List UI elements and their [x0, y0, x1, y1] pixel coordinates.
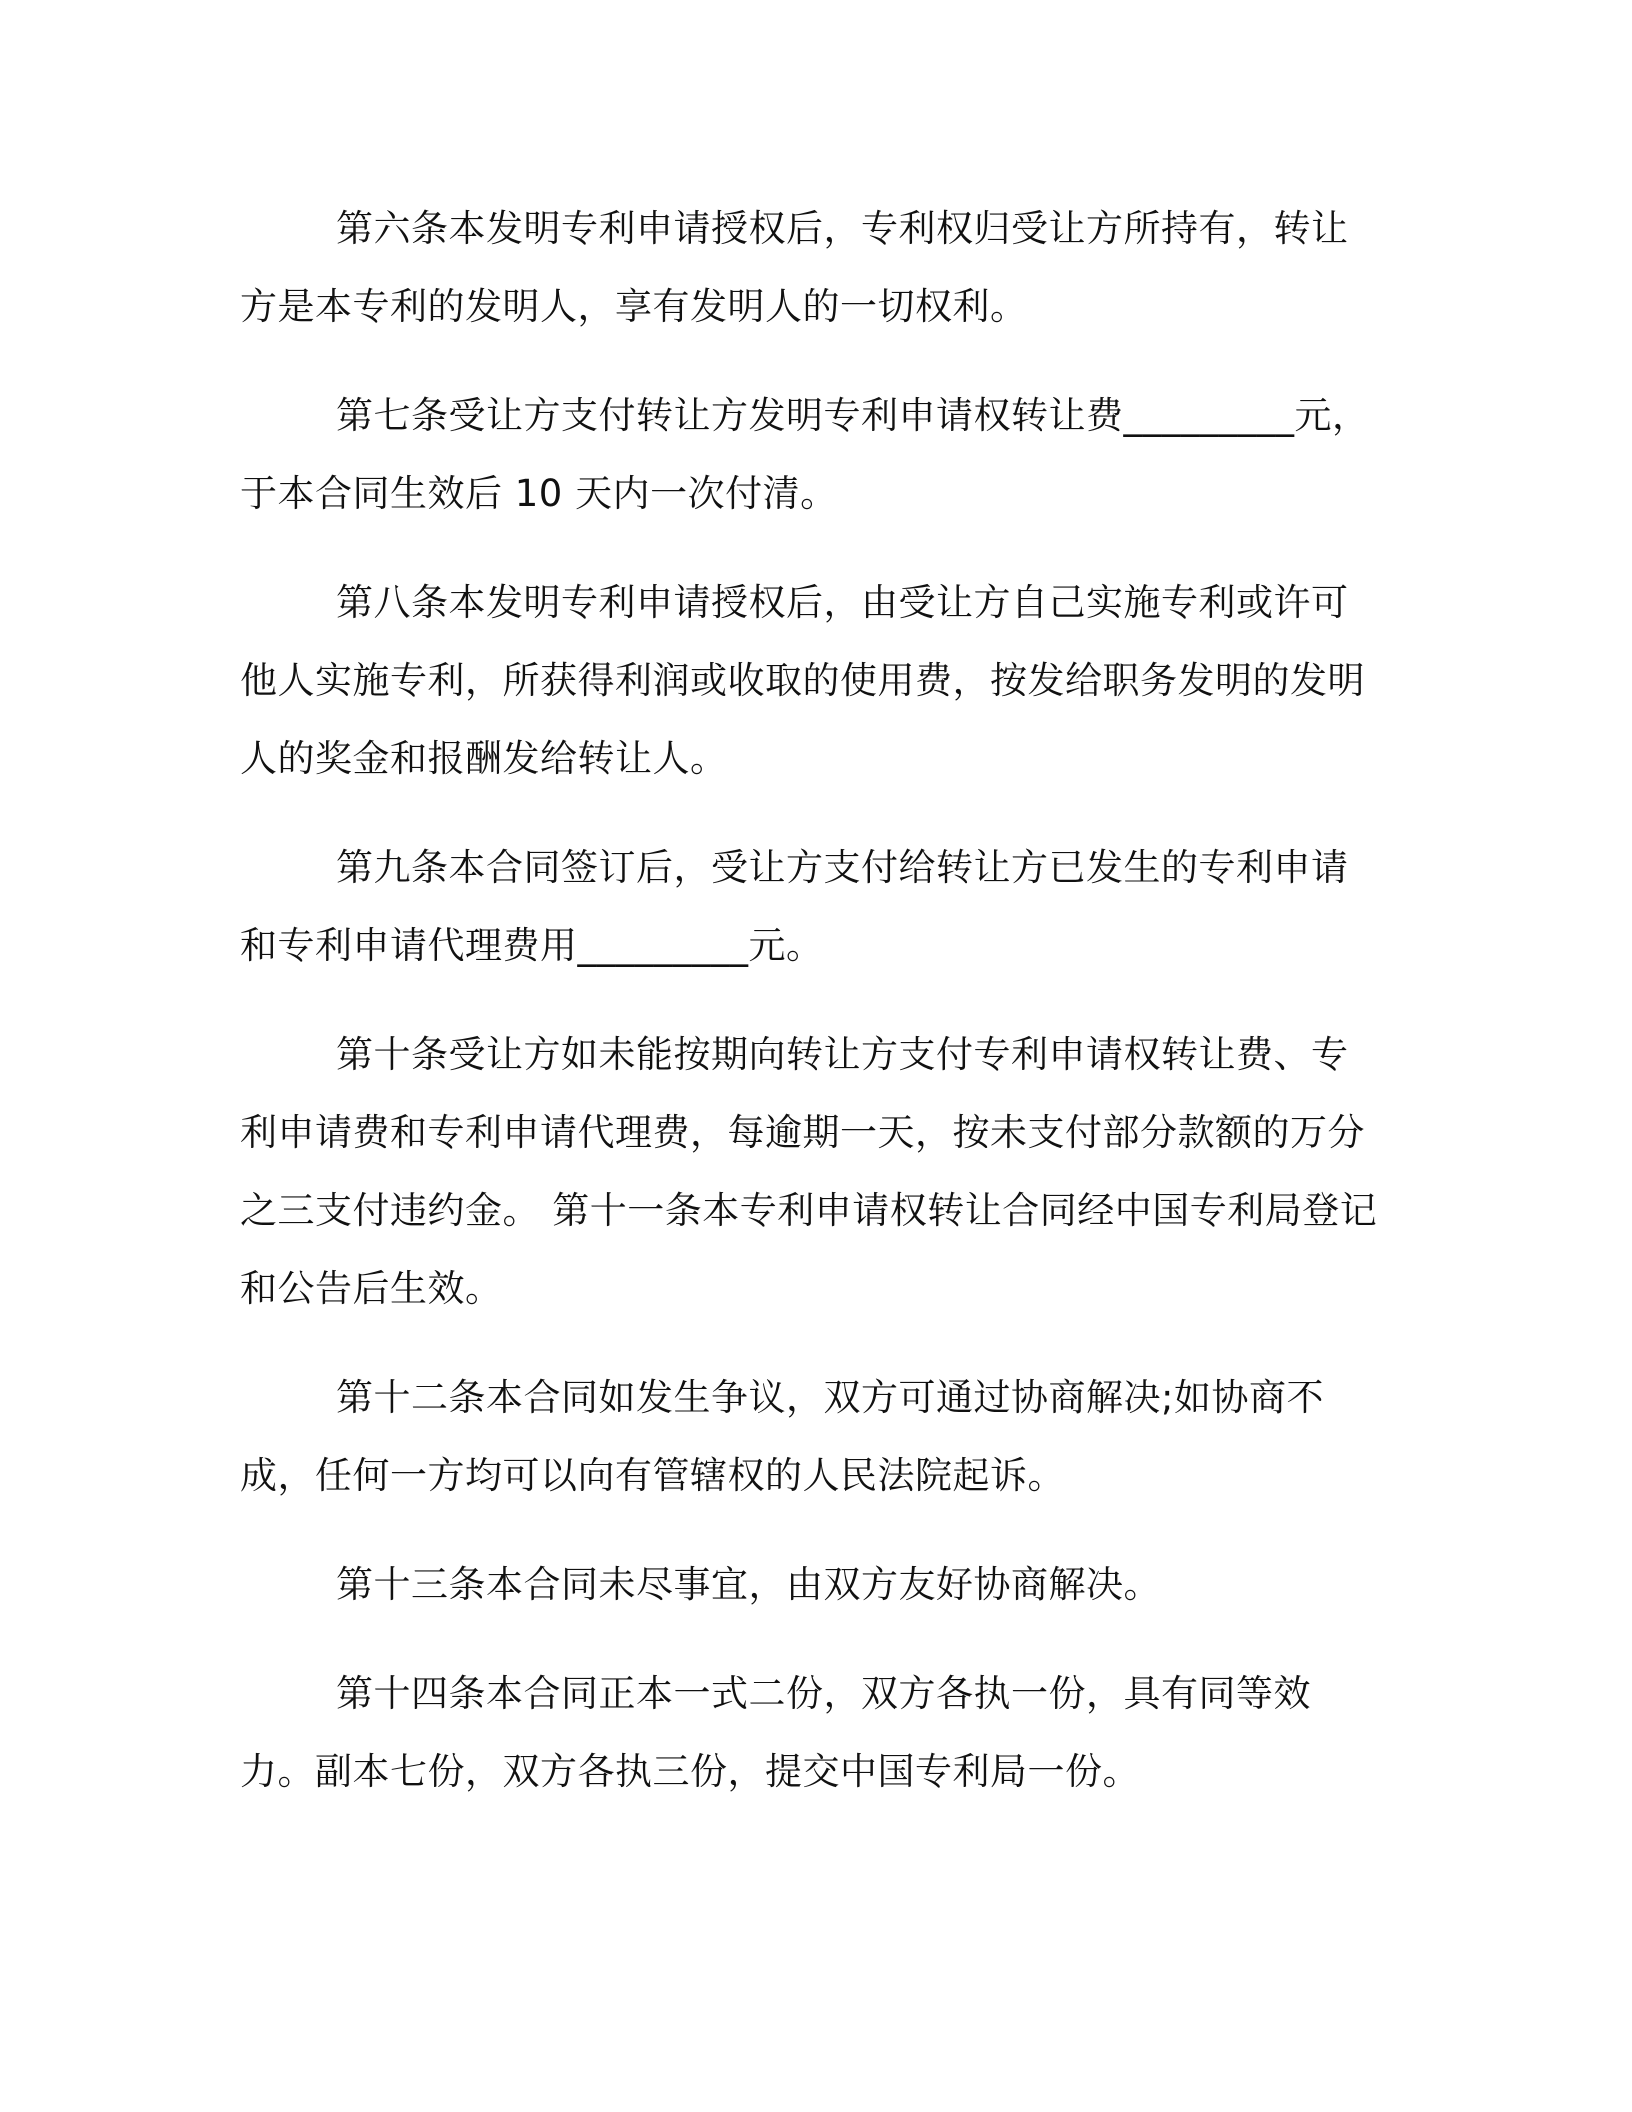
clause-13: 第十三条本合同未尽事宜，由双方友好协商解决。	[336, 1563, 1161, 1606]
clause-6: 第六条本发明专利申请授权后，专利权归受让方所持有，转让方是本专利的发明人，享有发明人的一切权利。	[240, 207, 1349, 328]
clause-7: 第七条受让方支付转让方发明专利申请权转让费_________元，于本合同生效后 10 天内一次付清。	[240, 394, 1370, 515]
clause-12: 第十二条本合同如发生争议，双方可通过协商解决;如协商不成，任何一方均可以向有管辖权的人民法院起诉。	[240, 1376, 1324, 1497]
clause-9: 第九条本合同签订后，受让方支付给转让方已发生的专利申请和专利申请代理费用_________元。	[240, 846, 1349, 967]
clause-10-11: 第十条受让方如未能按期向转让方支付专利申请权转让费、专利申请费和专利申请代理费，每逾期一天，按未支付部分款额的万分之三支付违约金。 第十一条本专利申请权转让合同经中国专利局登记和公告后生效。	[240, 1033, 1378, 1310]
clause-14: 第十四条本合同正本一式二份，双方各执一份，具有同等效力。副本七份，双方各执三份，提交中国专利局一份。	[240, 1672, 1311, 1793]
clause-8: 第八条本发明专利申请授权后，由受让方自己实施专利或许可他人实施专利，所获得利润或收取的使用费，按发给职务发明的发明人的奖金和报酬发给转让人。	[240, 581, 1365, 780]
document-body	[240, 190, 1380, 1842]
